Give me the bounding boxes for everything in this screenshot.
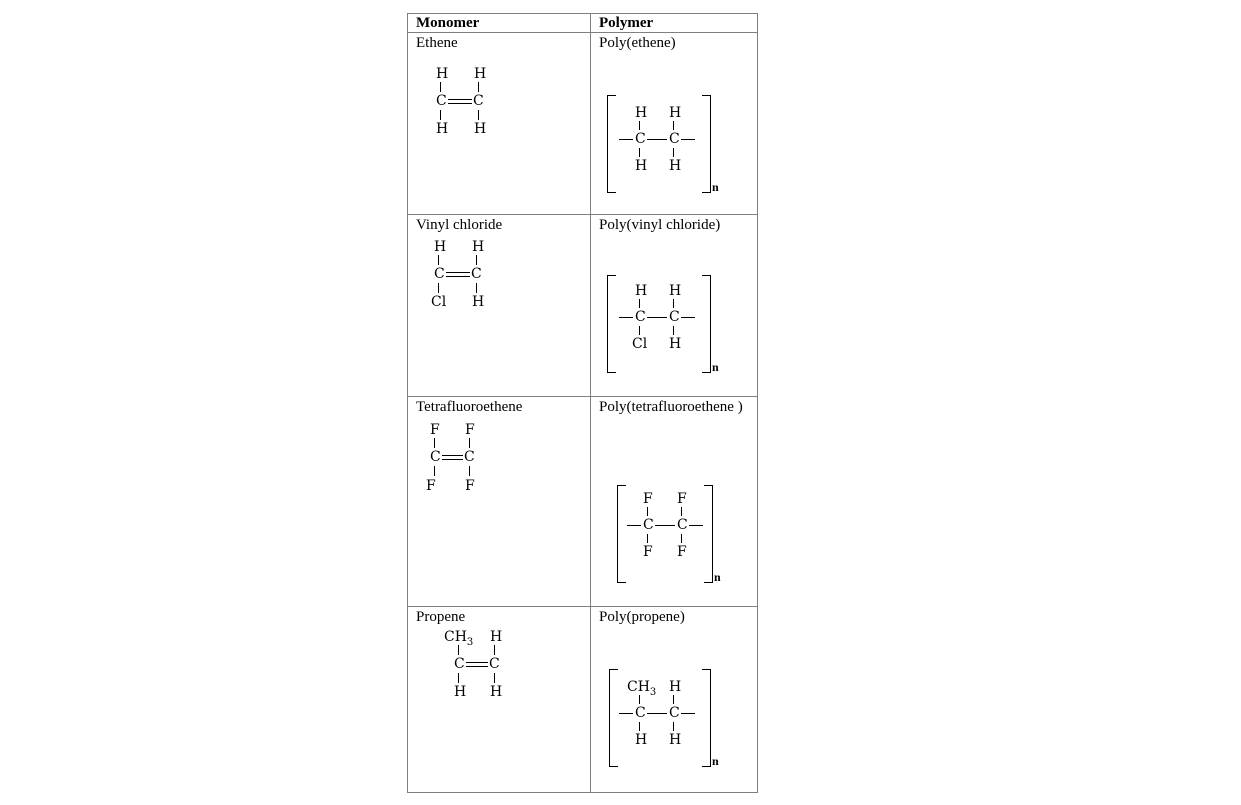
atom: F xyxy=(643,491,653,507)
atom: C xyxy=(643,517,654,533)
repeat-subscript: n xyxy=(714,570,721,584)
atom: H xyxy=(474,121,487,137)
atom: C xyxy=(471,266,482,282)
atom: F xyxy=(677,544,687,560)
atom: H xyxy=(669,158,682,174)
monomer-cell xyxy=(408,607,591,793)
monomer-cell xyxy=(408,397,591,607)
atom: C xyxy=(669,131,680,147)
atom: F xyxy=(465,478,475,494)
atom: F xyxy=(677,491,687,507)
atom: H xyxy=(472,294,485,310)
atom: C xyxy=(669,309,680,325)
polymer-cell xyxy=(591,607,758,793)
atom: C xyxy=(489,656,500,672)
monomer-name: Tetrafluoroethene xyxy=(416,399,523,415)
monomer-cell xyxy=(408,33,591,215)
atom: C xyxy=(669,705,680,721)
monomer-name: Propene xyxy=(416,609,466,625)
table-row xyxy=(408,607,758,793)
polymer-name: Poly(ethene) xyxy=(599,35,676,51)
atom: H xyxy=(436,121,449,137)
atom: H xyxy=(436,66,449,82)
repeat-subscript: n xyxy=(712,754,719,768)
atom: H xyxy=(454,684,467,700)
polymer-cell xyxy=(591,397,758,607)
monomer-polymer-table xyxy=(407,13,758,793)
atom: C xyxy=(430,449,441,465)
atom: $CH_3$ xyxy=(444,629,474,648)
atom: H xyxy=(635,732,648,748)
atom: H xyxy=(669,283,682,299)
polymer-name: Poly(vinyl chloride) xyxy=(599,217,721,233)
atom: C xyxy=(635,705,646,721)
atom: H xyxy=(474,66,487,82)
monomer-name: Vinyl chloride xyxy=(416,217,503,233)
atom: C xyxy=(454,656,465,672)
atom: $CH_3$ xyxy=(627,679,657,698)
polymer-cell xyxy=(591,215,758,397)
atom: Cl xyxy=(632,336,648,352)
polymer-cell xyxy=(591,33,758,215)
polymer-name: Poly(tetrafluoroethene ) xyxy=(599,399,743,415)
atom: H xyxy=(434,239,447,255)
atom: H xyxy=(635,158,648,174)
repeat-subscript: n xyxy=(712,360,719,374)
atom: H xyxy=(669,679,682,695)
atom: F xyxy=(426,478,436,494)
monomer-name: Ethene xyxy=(416,35,458,51)
atom: H xyxy=(669,732,682,748)
atom: C xyxy=(677,517,688,533)
atom: H xyxy=(635,283,648,299)
atom: C xyxy=(434,266,445,282)
atom: H xyxy=(635,105,648,121)
atom: F xyxy=(465,422,475,438)
polymer-table-sheet xyxy=(407,13,758,793)
monomer-header: Monomer xyxy=(408,14,591,33)
atom: H xyxy=(490,629,503,645)
header-row xyxy=(408,14,758,33)
table-row xyxy=(408,33,758,215)
atom: H xyxy=(669,336,682,352)
atom: C xyxy=(635,309,646,325)
atom: C xyxy=(464,449,475,465)
atom: C xyxy=(635,131,646,147)
polymer-name: Poly(propene) xyxy=(599,609,685,625)
table-row xyxy=(408,397,758,607)
atom: C xyxy=(473,93,484,109)
atom: C xyxy=(436,93,447,109)
atom: H xyxy=(669,105,682,121)
atom: Cl xyxy=(431,294,447,310)
atom: F xyxy=(643,544,653,560)
atom: H xyxy=(490,684,503,700)
polymer-header: Polymer xyxy=(591,14,758,33)
repeat-subscript: n xyxy=(712,180,719,194)
monomer-cell xyxy=(408,215,591,397)
table-row xyxy=(408,215,758,397)
atom: H xyxy=(472,239,485,255)
atom: F xyxy=(430,422,440,438)
